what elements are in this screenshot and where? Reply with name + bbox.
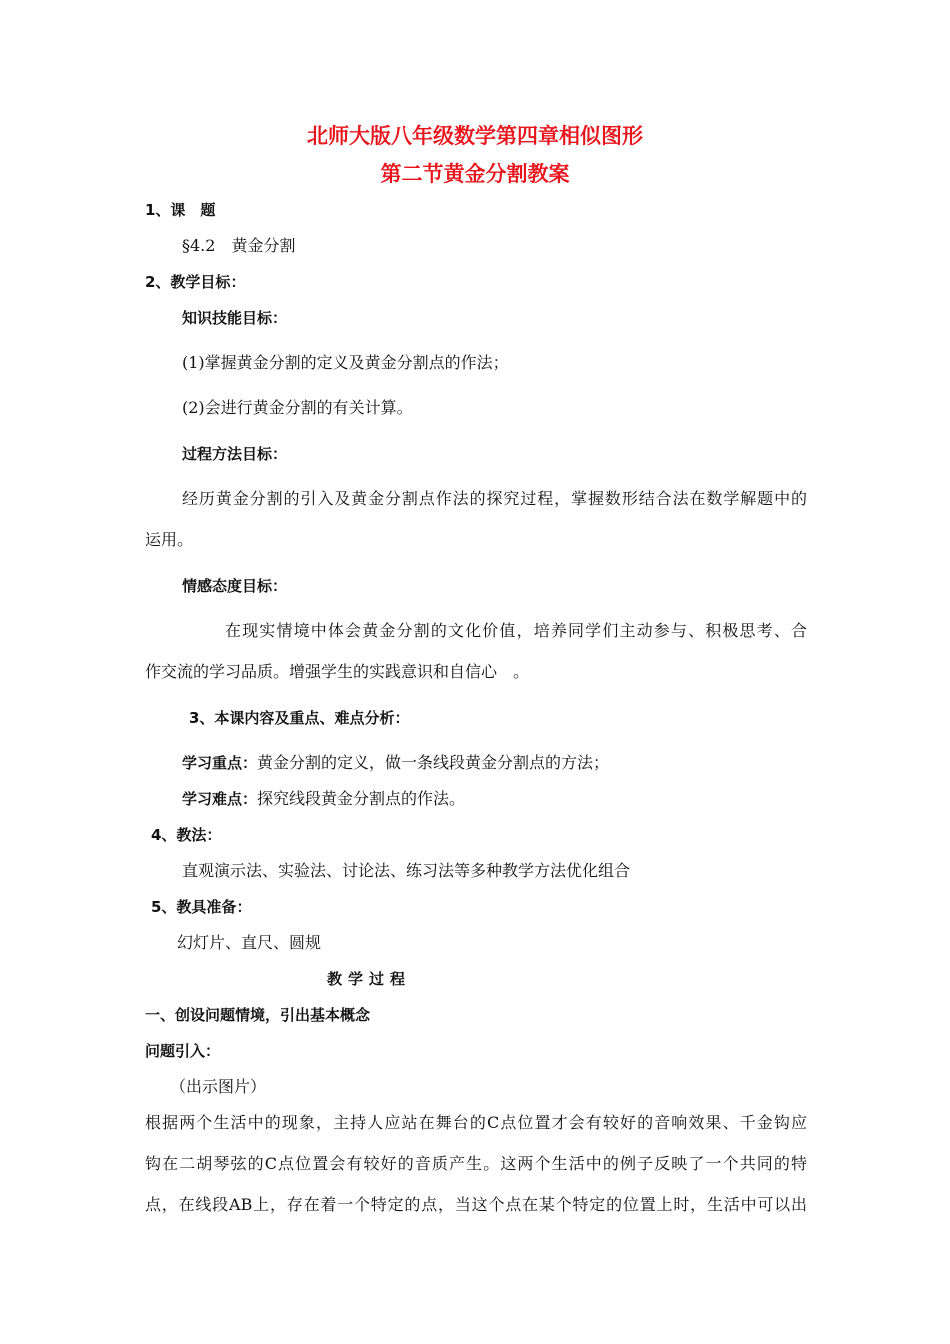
knowledge-heading: 知识技能目标： [182, 309, 288, 327]
emotion-line-2: 作交流的学习品质。增强学生的实践意识和自信心 。 [145, 662, 530, 681]
section5-content: 幻灯片、直尺、圆规 [177, 933, 322, 952]
difficult-point-label: 学习难点： [182, 790, 258, 808]
teaching-process-title: 教学过程 [327, 970, 412, 988]
section1-content: §4.2 黄金分割 [182, 236, 296, 255]
section4-heading: 4、教法： [151, 826, 222, 844]
intro-heading: 问题引入： [145, 1042, 221, 1060]
paragraph-line-2: 钩在二胡琴弦的C点位置会有较好的音质产生。这两个生活中的例子反映了一个共同的特 [145, 1154, 807, 1173]
section4-content: 直观演示法、实验法、讨论法、练习法等多种教学方法优化组合 [182, 861, 631, 880]
document-title-line1: 北师大版八年级数学第四章相似图形 [307, 124, 643, 148]
section1-heading: 1、课 题 [145, 201, 216, 219]
section5-heading: 5、教具准备： [151, 898, 252, 916]
process-line-2: 运用。 [145, 530, 194, 549]
emotion-line-1: 在现实情境中体会黄金分割的文化价值，培养同学们主动参与、积极思考、合 [225, 621, 807, 640]
section3-heading: 3、本课内容及重点、难点分析： [189, 709, 410, 727]
section2-heading: 2、教学目标： [145, 273, 246, 291]
paragraph-line-1: 根据两个生活中的现象，主持人应站在舞台的C点位置才会有较好的音响效果、千金钩应 [145, 1113, 807, 1132]
key-point-line [182, 753, 609, 773]
part1-heading: 一、创设问题情境，引出基本概念 [145, 1006, 371, 1024]
difficult-point-line [182, 789, 465, 809]
emotion-heading: 情感态度目标： [182, 577, 288, 595]
process-heading: 过程方法目标： [182, 445, 288, 463]
key-point-text: 黄金分割的定义，做一条线段黄金分割点的方法； [257, 753, 610, 772]
knowledge-item-1: (1)掌握黄金分割的定义及黄金分割点的作法； [182, 353, 509, 372]
show-picture-note: （出示图片） [170, 1077, 267, 1096]
paragraph-line-3: 点，在线段AB上，存在着一个特定的点，当这个点在某个特定的位置上时，生活中可以出 [145, 1195, 807, 1214]
key-point-label: 学习重点： [182, 754, 258, 772]
knowledge-item-2: (2)会进行黄金分割的有关计算。 [182, 398, 413, 417]
document-title-line2: 第二节黄金分割教案 [380, 162, 570, 186]
difficult-point-text: 探究线段黄金分割点的作法。 [257, 789, 466, 808]
process-line-1: 经历黄金分割的引入及黄金分割点作法的探究过程，掌握数形结合法在数学解题中的 [182, 489, 807, 508]
